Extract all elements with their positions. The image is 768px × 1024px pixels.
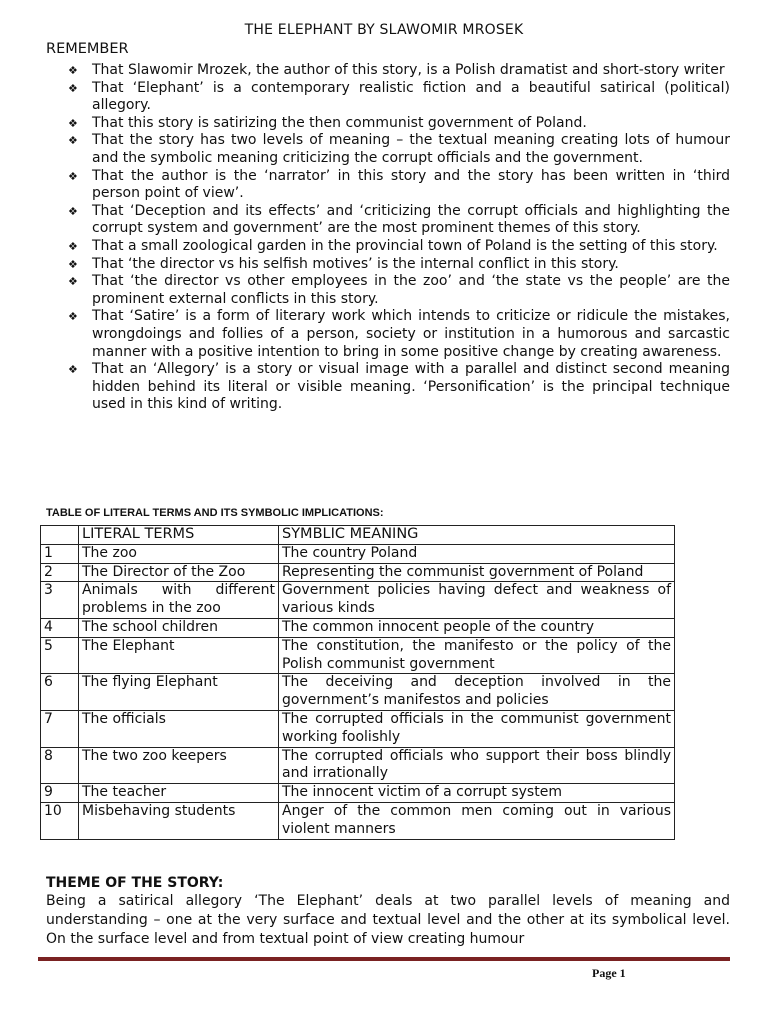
literal-term: The officials [79, 710, 279, 747]
table-row [41, 674, 675, 711]
symbolic-meaning: The common innocent people of the country [279, 618, 675, 637]
table-row [41, 637, 675, 674]
table-row [41, 747, 675, 784]
table-header-row [41, 526, 675, 545]
list-item: ❖ That the story has two levels of meaning – the textual meaning creating lots of humour and the symbolic meaning criticizing the corrupt officials and the government. [68, 132, 730, 166]
header-literal-terms: LITERAL TERMS [79, 526, 279, 545]
row-number: 9 [41, 784, 79, 803]
diamond-bullet-icon: ❖ [68, 169, 78, 183]
list-item: ❖ That ‘Deception and its effects’ and ‘criticizing the corrupt officials and highlighting the corrupt system and government’ are the most prominent themes of this story. [68, 202, 730, 237]
literal-term: The teacher [79, 784, 279, 803]
diamond-bullet-icon: ❖ [68, 257, 78, 271]
symbolic-meaning: The corrupted officials in the communist government working foolishly [279, 710, 675, 747]
remember-list [68, 62, 730, 414]
literal-term: Misbehaving students [79, 802, 279, 839]
literal-term: The flying Elephant [79, 674, 279, 711]
symbolic-meaning: Government policies having defect and weakness of various kinds [279, 582, 675, 619]
list-item: ❖ That an ‘Allegory’ is a story or visual image with a parallel and distinct second meaning hidden behind its literal or visible meaning. ‘Personification’ is the principal technique used in this kind of writing. [68, 361, 730, 413]
table-row [41, 563, 675, 582]
table-row [41, 544, 675, 563]
row-number: 4 [41, 618, 79, 637]
literal-term: Animals with different problems in the zoo [79, 582, 279, 619]
row-number: 8 [41, 747, 79, 784]
table-caption: TABLE OF LITERAL TERMS AND ITS SYMBOLIC IMPLICATIONS: [46, 507, 384, 519]
row-number: 10 [41, 802, 79, 839]
literal-term: The school children [79, 618, 279, 637]
diamond-bullet-icon: ❖ [68, 310, 78, 324]
list-item: ❖ That the author is the ‘narrator’ in this story and the story has been written in ‘third person point of view’. [68, 167, 730, 202]
list-item: ❖ That this story is satirizing the then communist government of Poland. [68, 114, 587, 131]
footer-divider [38, 957, 730, 961]
remember-heading: REMEMBER [46, 41, 129, 57]
literal-term: The zoo [79, 544, 279, 563]
symbolic-meaning: The constitution, the manifesto or the policy of the Polish communist government [279, 637, 675, 674]
row-number: 3 [41, 582, 79, 619]
symbolic-meaning: Anger of the common men coming out in various violent manners [279, 802, 675, 839]
diamond-bullet-icon: ❖ [68, 275, 78, 289]
theme-heading: THEME OF THE STORY: [46, 875, 224, 891]
diamond-bullet-icon: ❖ [68, 116, 78, 130]
symbolic-meaning: The corrupted officials who support their boss blindly and irrationally [279, 747, 675, 784]
table-row [41, 618, 675, 637]
row-number: 2 [41, 563, 79, 582]
table-row [41, 582, 675, 619]
diamond-bullet-icon: ❖ [68, 204, 78, 218]
page-number: Page 1 [592, 966, 626, 980]
header-symbolic-meaning: SYMBLIC MEANING [279, 526, 675, 545]
row-number: 7 [41, 710, 79, 747]
list-item: ❖ That ‘Satire’ is a form of literary work which intends to criticize or ridicule the mistakes, wrongdoings and follies of a person, society or institution in a humorous and sarcastic manner with a positive intention to bring in some positive change by creating awareness. [68, 308, 730, 360]
table-row [41, 710, 675, 747]
literal-terms-table [40, 525, 675, 840]
document-title: THE ELEPHANT BY SLAWOMIR MROSEK [244, 22, 524, 38]
list-item: ❖ That Slawomir Mrozek, the author of this story, is a Polish dramatist and short-story writer [68, 62, 725, 78]
list-item: ❖ That ‘Elephant’ is a contemporary realistic fiction and a beautiful satirical (political) allegory. [68, 79, 730, 114]
diamond-bullet-icon: ❖ [68, 239, 78, 253]
diamond-bullet-icon: ❖ [68, 64, 78, 77]
row-number: 5 [41, 637, 79, 674]
list-item: ❖ That ‘the director vs other employees in the zoo’ and ‘the state vs the people’ are the prominent external conflicts in this story. [68, 273, 730, 307]
diamond-bullet-icon: ❖ [68, 363, 78, 377]
symbolic-meaning: Representing the communist government of Poland [279, 563, 675, 582]
symbolic-meaning: The country Poland [279, 544, 675, 563]
symbolic-meaning: The innocent victim of a corrupt system [279, 784, 675, 803]
literal-term: The two zoo keepers [79, 747, 279, 784]
diamond-bullet-icon: ❖ [68, 81, 78, 95]
list-item: ❖ That ‘the director vs his selfish motives’ is the internal conflict in this story. [68, 255, 619, 272]
theme-paragraph: Being a satirical allegory ‘The Elephant’ deals at two parallel levels of meaning and understanding – one at the very surface and textual level and the other at its symbolical level. On the surface level and from textual point of view creating humour [46, 893, 730, 947]
row-number: 1 [41, 544, 79, 563]
table-row [41, 802, 675, 839]
list-item: ❖ That a small zoological garden in the provincial town of Poland is the setting of this story. [68, 237, 718, 254]
header-number [41, 526, 79, 545]
literal-term: The Elephant [79, 637, 279, 674]
row-number: 6 [41, 674, 79, 711]
symbolic-meaning: The deceiving and deception involved in the government’s manifestos and policies [279, 674, 675, 711]
literal-term: The Director of the Zoo [79, 563, 279, 582]
diamond-bullet-icon: ❖ [68, 134, 78, 148]
table-row [41, 784, 675, 803]
